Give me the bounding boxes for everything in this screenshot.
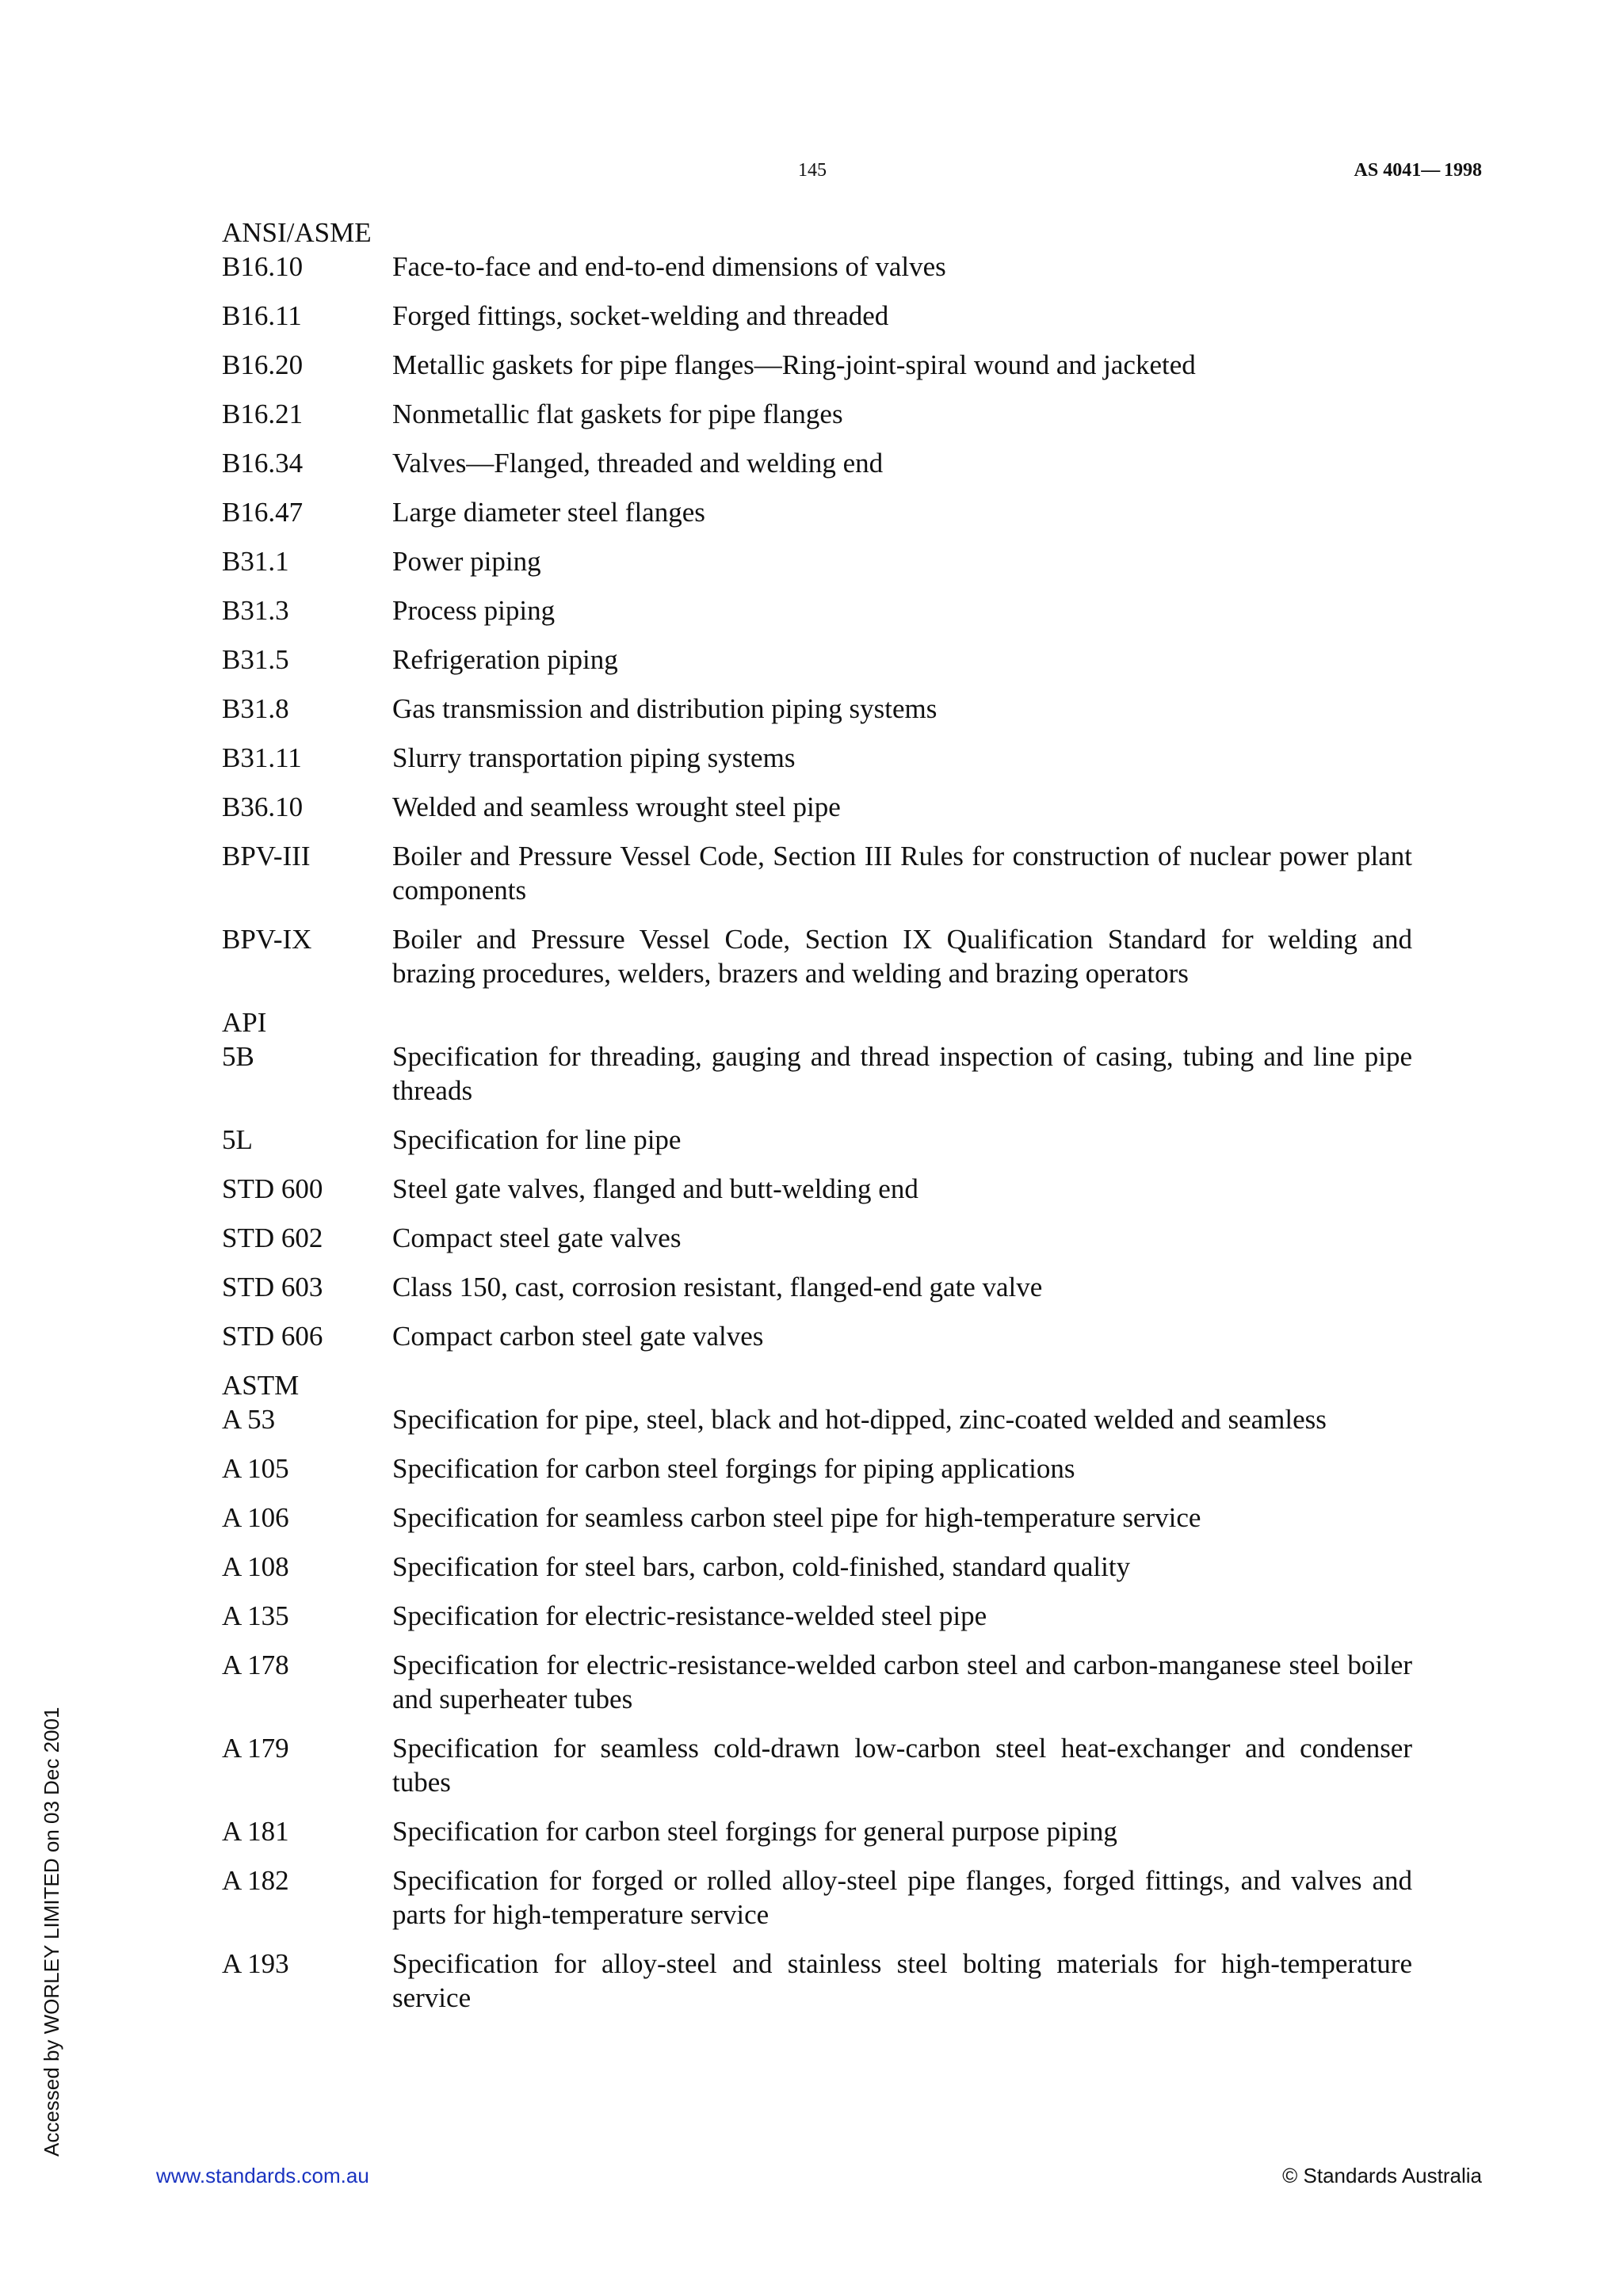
entry-code: A 193 (222, 1948, 289, 1979)
list-item (222, 299, 1412, 333)
list-item (222, 1451, 1412, 1486)
entry-code: A 182 (222, 1865, 289, 1896)
list-item (222, 397, 1412, 431)
entry-title: Compact steel gate valves (392, 1222, 682, 1253)
reference-list (222, 215, 1412, 2030)
entry-title: Refrigeration piping (392, 644, 618, 675)
entry-title: Nonmetallic flat gaskets for pipe flanges (392, 399, 843, 429)
list-item (222, 1947, 1412, 2015)
entry-code: B16.20 (222, 349, 304, 380)
list-item (222, 1039, 1412, 1108)
entry-code: B16.47 (222, 497, 304, 528)
list-item (222, 1402, 1412, 1436)
entry-title: Specification for forged or rolled alloy-steel pipe flanges, forged fittings, and valves and parts for high-temperature service (392, 1865, 1412, 1930)
list-item (222, 544, 1412, 578)
entry-title: Specification for seamless cold-drawn low-carbon steel heat-exchanger and condenser tubes (392, 1733, 1412, 1798)
entry-code: B16.21 (222, 399, 304, 429)
group-heading: ASTM (222, 1370, 300, 1401)
group-api (222, 1005, 1412, 1353)
entry-code: B16.10 (222, 251, 304, 282)
entry-code: A 178 (222, 1650, 289, 1680)
entry-title: Metallic gaskets for pipe flanges—Ring-joint-spiral wound and jacketed (392, 349, 1196, 380)
list-item (222, 1172, 1412, 1206)
entry-code: B36.10 (222, 791, 304, 822)
entry-code: B31.11 (222, 742, 302, 773)
entry-code: STD 606 (222, 1321, 323, 1352)
entry-code: A 135 (222, 1600, 289, 1631)
entry-title: Specification for carbon steel forgings for piping applications (392, 1453, 1075, 1484)
entry-code: STD 600 (222, 1173, 323, 1204)
list-item (222, 1814, 1412, 1848)
entry-title: Specification for steel bars, carbon, cold-finished, standard quality (392, 1551, 1131, 1582)
list-item (222, 593, 1412, 627)
entry-title: Gas transmission and distribution piping systems (392, 693, 938, 724)
entry-code: A 106 (222, 1502, 289, 1533)
group-ansi-asme (222, 215, 1412, 990)
entry-title: Specification for seamless carbon steel pipe for high-temperature service (392, 1502, 1201, 1533)
entry-title: Forged fittings, socket-welding and threaded (392, 300, 889, 331)
footer-copyright: © Standards Australia (1282, 2164, 1482, 2187)
entry-code: 5L (222, 1124, 253, 1155)
standard-designation: AS 4041— 1998 (1354, 160, 1482, 181)
entry-title: Power piping (392, 546, 541, 577)
entry-title: Boiler and Pressure Vessel Code, Section III Rules for construction of nuclear power plant components (392, 841, 1412, 906)
entry-title: Specification for threading, gauging and thread inspection of casing, tubing and line pipe threads (392, 1041, 1412, 1106)
entry-title: Face-to-face and end-to-end dimensions of valves (392, 251, 946, 282)
entry-code: B31.1 (222, 546, 289, 577)
entry-code: B16.11 (222, 300, 302, 331)
list-item (222, 692, 1412, 726)
entry-title: Process piping (392, 595, 556, 626)
list-item (222, 1501, 1412, 1535)
list-item (222, 839, 1412, 907)
access-watermark: Accessed by WORLEY LIMITED on 03 Dec 2001 (40, 1707, 63, 2157)
entry-code: A 108 (222, 1551, 289, 1582)
entry-code: A 53 (222, 1404, 276, 1435)
entry-title: Steel gate valves, flanged and butt-welding end (392, 1173, 918, 1204)
list-item (222, 1599, 1412, 1633)
list-item (222, 1550, 1412, 1584)
entry-title: Slurry transportation piping systems (392, 742, 796, 773)
list-item (222, 250, 1412, 284)
entry-title: Valves—Flanged, threaded and welding end (392, 448, 884, 479)
list-item (222, 495, 1412, 529)
footer-website-link[interactable]: www.standards.com.au (156, 2164, 369, 2187)
entry-code: BPV-III (222, 841, 311, 871)
entry-title: Specification for alloy-steel and stainless steel bolting materials for high-temperature service (392, 1948, 1412, 2013)
entry-code: 5B (222, 1041, 254, 1072)
page-number: 145 (798, 160, 827, 181)
group-heading: API (222, 1007, 267, 1038)
list-item (222, 790, 1412, 824)
entry-code: STD 602 (222, 1222, 323, 1253)
entry-title: Large diameter steel flanges (392, 497, 705, 528)
entry-code: STD 603 (222, 1272, 323, 1302)
group-heading: ANSI/ASME (222, 217, 372, 248)
list-item (222, 1731, 1412, 1799)
entry-code: A 179 (222, 1733, 289, 1764)
entry-title: Boiler and Pressure Vessel Code, Section IX Qualification Standard for welding and brazing procedures, welders, brazers and welding and brazing operators (392, 924, 1412, 989)
list-item (222, 446, 1412, 480)
list-item (222, 1648, 1412, 1716)
entry-title: Welded and seamless wrought steel pipe (392, 791, 841, 822)
entry-title: Specification for electric-resistance-welded carbon steel and carbon-manganese steel boiler and superheater tubes (392, 1650, 1412, 1714)
entry-code: BPV-IX (222, 924, 312, 955)
entry-title: Specification for electric-resistance-welded steel pipe (392, 1600, 987, 1631)
list-item (222, 1270, 1412, 1304)
entry-code: A 105 (222, 1453, 289, 1484)
list-item (222, 348, 1412, 382)
list-item (222, 1863, 1412, 1932)
entry-code: B31.3 (222, 595, 289, 626)
entry-title: Compact carbon steel gate valves (392, 1321, 764, 1352)
entry-code: B31.8 (222, 693, 289, 724)
entry-code: A 181 (222, 1816, 289, 1847)
entry-code: B31.5 (222, 644, 289, 675)
list-item (222, 1221, 1412, 1255)
list-item (222, 922, 1412, 990)
entry-title: Specification for carbon steel forgings for general purpose piping (392, 1816, 1117, 1847)
list-item (222, 643, 1412, 677)
entry-code: B16.34 (222, 448, 304, 479)
entry-title: Class 150, cast, corrosion resistant, flanged-end gate valve (392, 1272, 1043, 1302)
entry-title: Specification for pipe, steel, black and hot-dipped, zinc-coated welded and seamless (392, 1404, 1327, 1435)
group-astm (222, 1368, 1412, 2015)
list-item (222, 1319, 1412, 1353)
list-item (222, 741, 1412, 775)
entry-title: Specification for line pipe (392, 1124, 682, 1155)
list-item (222, 1123, 1412, 1157)
